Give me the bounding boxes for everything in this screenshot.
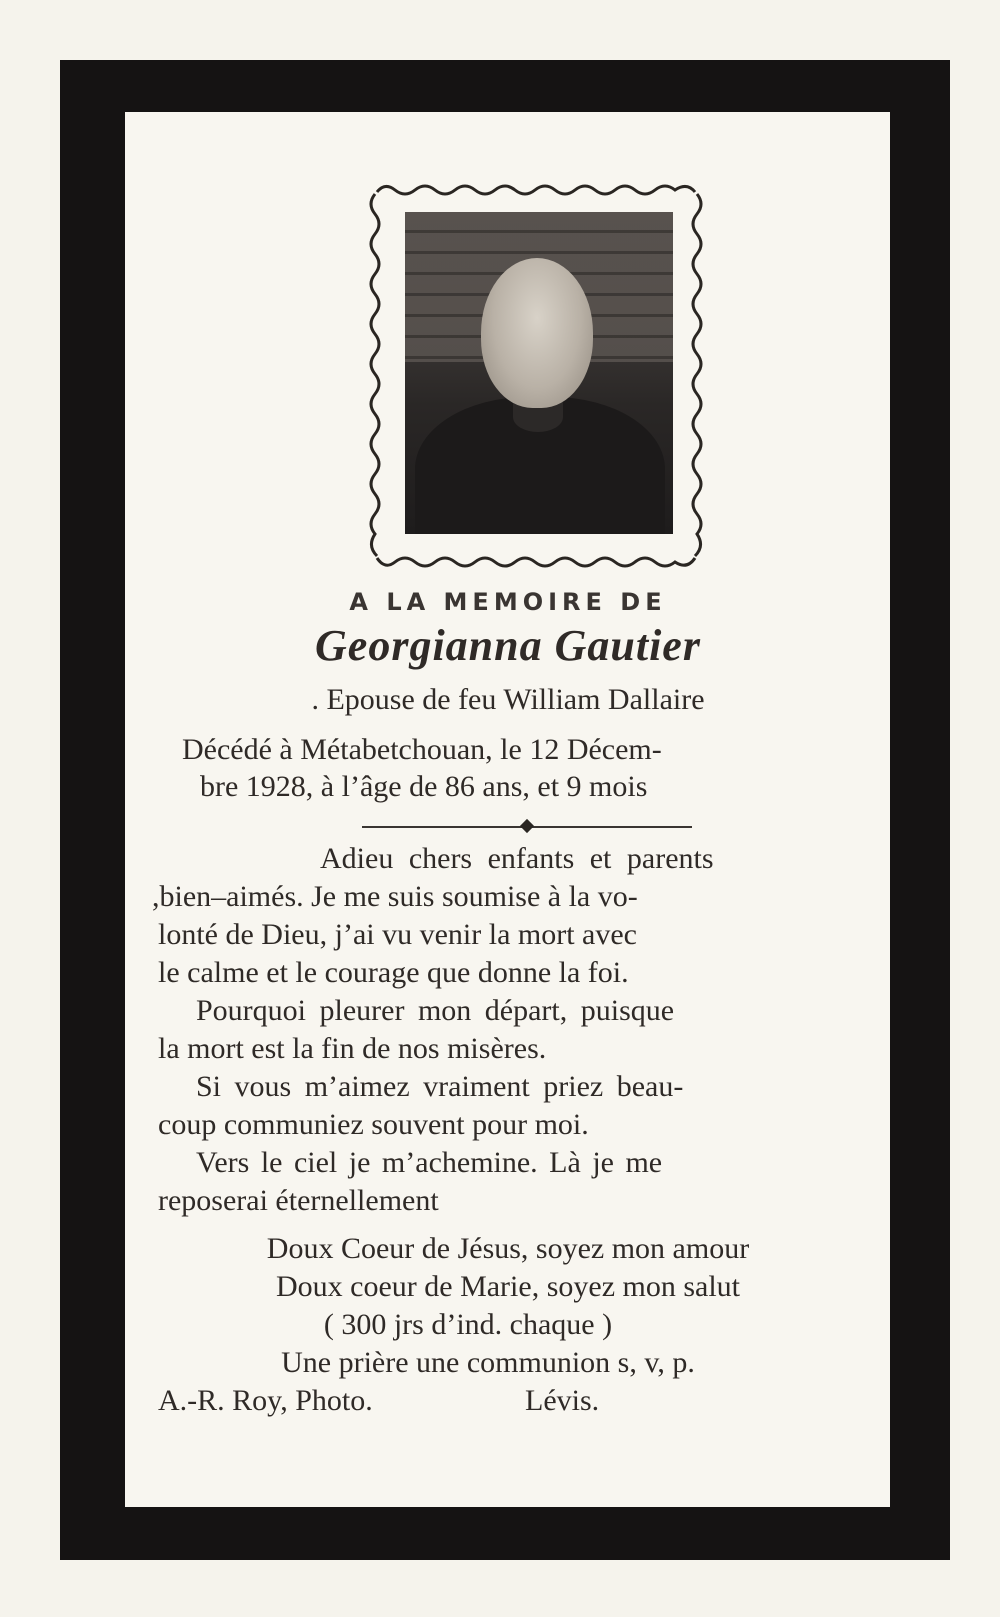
prayer-jesus: Doux Coeur de Jésus, soyez mon amour bbox=[266, 1232, 750, 1265]
photographer-credit: A.-R. Roy, Photo. bbox=[158, 1384, 373, 1417]
portrait-photo bbox=[405, 212, 673, 534]
verse-line: lonté de Dieu, j’ai vu venir la mort avec bbox=[158, 918, 637, 951]
spouse-line: . Epouse de feu William Dallaire bbox=[311, 683, 705, 716]
verse-line: Vers le ciel je m’achemine. Là je me bbox=[196, 1146, 663, 1179]
photo-figure-head bbox=[481, 258, 593, 408]
indulgence-note: ( 300 jrs d’ind. chaque ) bbox=[323, 1308, 613, 1341]
verse-line: coup communiez souvent pour moi. bbox=[158, 1108, 589, 1141]
closing-request: Une prière une communion s, v, p. bbox=[281, 1346, 695, 1379]
photographer-city: Lévis. bbox=[525, 1384, 600, 1417]
death-line-2: bre 1928, à l’âge de 86 ans, et 9 mois bbox=[200, 770, 648, 803]
death-line-1: Décédé à Métabetchouan, le 12 Décem- bbox=[182, 733, 662, 766]
memorial-heading: A LA MEMOIRE DE bbox=[349, 588, 667, 616]
prayer-marie: Doux coeur de Marie, soyez mon salut bbox=[275, 1270, 741, 1303]
verse-line: Si vous m’aimez vraiment priez beau- bbox=[196, 1070, 684, 1103]
verse-line: Adieu chers enfants et parents bbox=[320, 842, 714, 875]
divider-rule bbox=[362, 823, 692, 831]
portrait-frame bbox=[365, 178, 715, 574]
deceased-name: Georgianna Gautier bbox=[315, 621, 701, 670]
verse-line: la mort est la fin de nos misères. bbox=[158, 1032, 547, 1065]
verse-line: le calme et le courage que donne la foi. bbox=[158, 956, 629, 989]
verse-line: ,bien–aimés. Je me suis soumise à la vo- bbox=[152, 880, 638, 913]
verse-line: reposerai éternellement bbox=[158, 1184, 439, 1217]
verse-line: Pourquoi pleurer mon départ, puisque bbox=[196, 994, 675, 1027]
